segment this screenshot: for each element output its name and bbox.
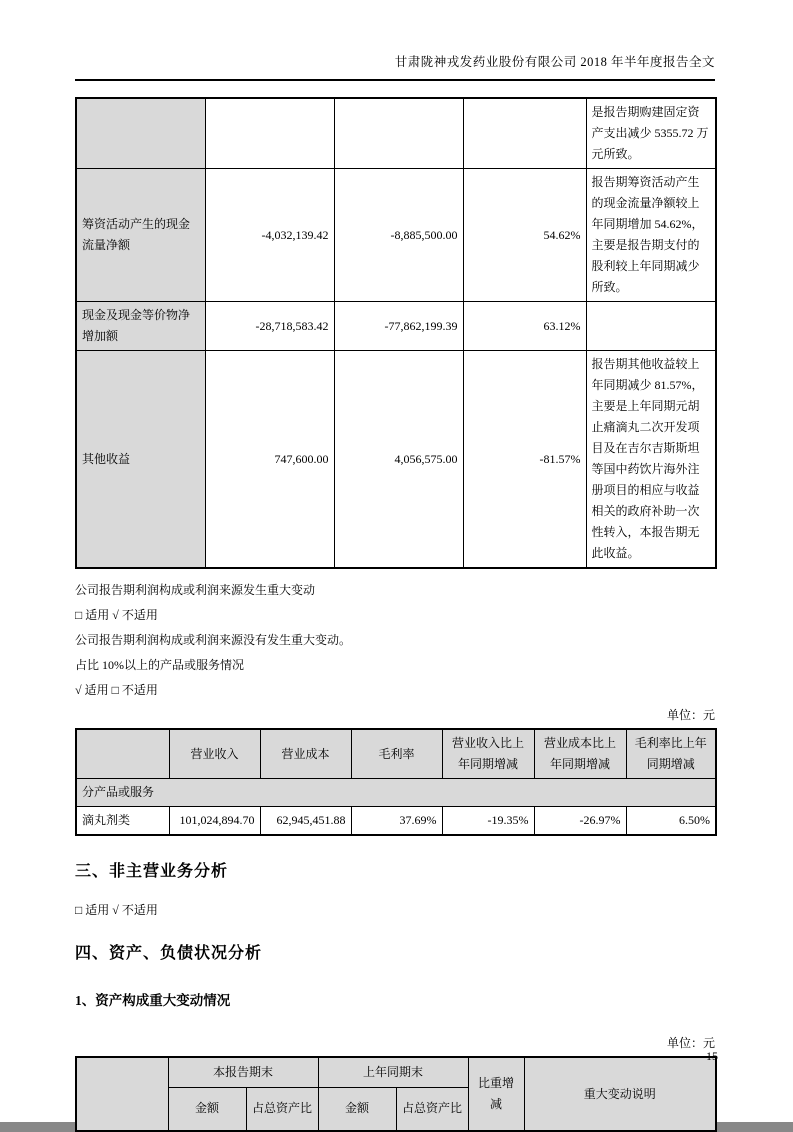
table-row [76,302,716,351]
cell-current: 747,600.00 [205,351,334,569]
header-prior-period: 上年同期末 [318,1057,468,1087]
cell-prior [334,98,463,169]
cell-remark: 是报告期购建固定资产支出减少 5355.72 万元所致。 [586,98,716,169]
table-row [76,169,716,302]
cell-label: 筹资活动产生的现金流量净额 [76,169,205,302]
header-revenue: 营业收入 [169,729,260,779]
cell-prior: -8,885,500.00 [334,169,463,302]
section-title-non-main-business: 三、非主营业务分析 [75,863,229,880]
header-weight-change: 比重增减 [468,1057,524,1131]
product-table [75,728,717,836]
unit-label: 单位：元 [666,708,715,722]
cell-current [205,98,334,169]
cell-label [76,98,205,169]
unit-label: 单位：元 [666,1036,715,1050]
table-group-row [76,779,716,807]
cell-remark: 报告期其他收益较上年同期减少 81.57%，主要是上年同期元胡止痛滴丸二次开发项目及在吉尔吉斯斯坦等国中药饮片海外注册项目的相应与收益相关的政府补助一次性转入，本报告期无此收益。 [586,351,716,569]
cell-revenue: 101,024,894.70 [169,807,260,836]
table-header-row [76,1057,716,1087]
cell-change: 63.12% [463,302,586,351]
paragraph-no-change: 公司报告期利润构成或利润来源没有发生重大变动。 [75,633,352,647]
cell-change: -81.57% [463,351,586,569]
cell-prior: 4,056,575.00 [334,351,463,569]
header-amount-current: 金额 [168,1087,246,1131]
page-number: 15 [706,1049,718,1063]
header-margin: 毛利率 [351,729,442,779]
cell-label: 现金及现金等价物净增加额 [76,302,205,351]
header-blank [76,1057,168,1131]
header-current-period: 本报告期末 [168,1057,318,1087]
page-header-title: 甘肃陇神戎发药业股份有限公司 2018 年半年度报告全文 [75,52,715,81]
applicability-line: √ 适用 □ 不适用 [75,683,158,697]
cell-remark [586,302,716,351]
paragraph-products-over-10pct: 占比 10%以上的产品或服务情况 [75,658,244,672]
group-row-label: 分产品或服务 [76,779,716,807]
applicability-line: □ 适用 √ 不适用 [75,903,158,917]
paragraph-profit-change: 公司报告期利润构成或利润来源发生重大变动 [75,583,316,597]
table-header-row [76,729,716,779]
header-margin-change: 毛利率比上年同期增减 [626,729,716,779]
cell-change [463,98,586,169]
cell-label: 其他收益 [76,351,205,569]
header-amount-prior: 金额 [318,1087,396,1131]
subsection-title-asset-composition: 1、资产构成重大变动情况 [75,993,231,1008]
table-row [76,351,716,569]
header-revenue-change: 营业收入比上年同期增减 [442,729,534,779]
header-cost-change: 营业成本比上年同期增减 [534,729,626,779]
cell-change: 54.62% [463,169,586,302]
cell-current: -4,032,139.42 [205,169,334,302]
cell-cost-change: -26.97% [534,807,626,836]
header-blank [76,729,169,779]
cell-prior: -77,862,199.39 [334,302,463,351]
cell-margin-change: 6.50% [626,807,716,836]
asset-composition-table [75,1056,717,1132]
cell-product: 滴丸剂类 [76,807,169,836]
cell-margin: 37.69% [351,807,442,836]
cell-revenue-change: -19.35% [442,807,534,836]
cell-cost: 62,945,451.88 [260,807,351,836]
cashflow-table [75,97,717,569]
cell-remark: 报告期筹资活动产生的现金流量净额较上年同期增加 54.62%，主要是报告期支付的股利较上年同期减少所致。 [586,169,716,302]
applicability-line: □ 适用 √ 不适用 [75,608,158,622]
section-title-assets-liabilities: 四、资产、负债状况分析 [75,945,263,962]
header-ratio-prior: 占总资产比 [396,1087,468,1131]
cell-current: -28,718,583.42 [205,302,334,351]
header-cost: 营业成本 [260,729,351,779]
table-row [76,98,716,169]
header-ratio-current: 占总资产比 [246,1087,318,1131]
table-row [76,807,716,836]
header-remark: 重大变动说明 [524,1057,716,1131]
